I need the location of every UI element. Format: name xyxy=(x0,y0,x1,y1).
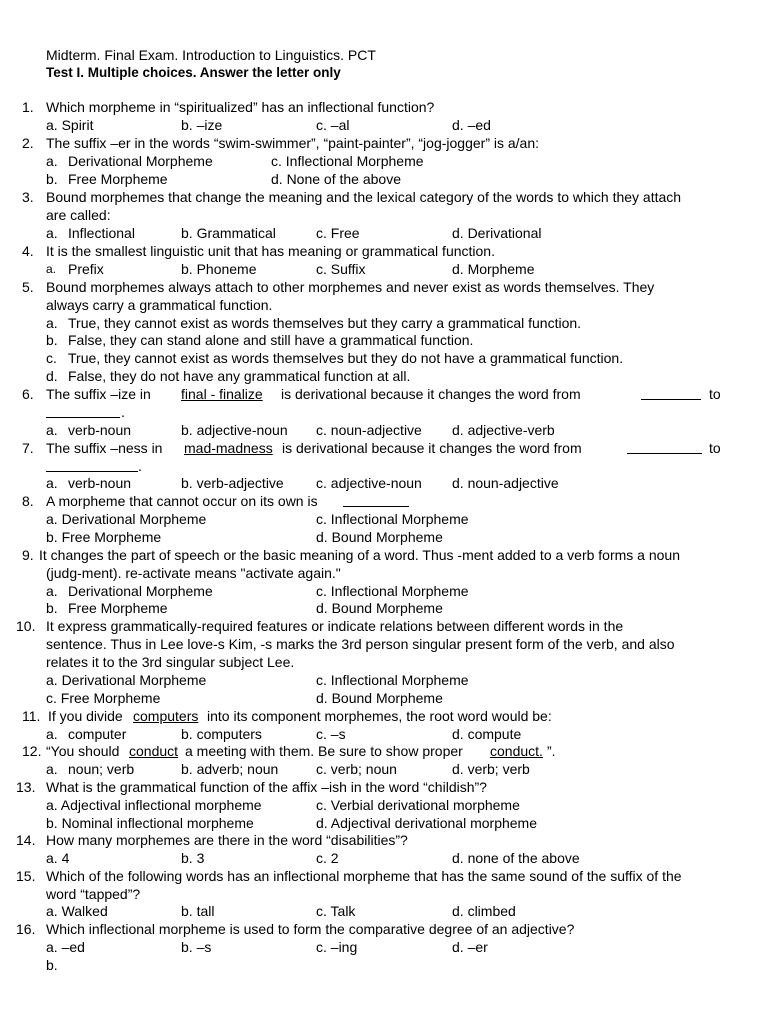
q8-stem: A morpheme that cannot occur on its own is xyxy=(46,493,318,509)
q12-number: 12. xyxy=(22,743,42,759)
q12-option-d: d. verb; verb xyxy=(452,761,530,777)
q8-number: 8. xyxy=(22,493,34,509)
q13-number: 13. xyxy=(16,779,36,795)
q15-option-b: b. tall xyxy=(181,903,215,919)
q15-stem-line2: word “tapped”? xyxy=(46,886,141,902)
exam-title: Midterm. Final Exam. Introduction to Linguistics. PCT xyxy=(46,47,376,63)
q9-stem-line1: It changes the part of speech or the basic meaning of a word. Thus -ment added to a verb forms a noun xyxy=(39,547,681,563)
q5-option-d-letter: d. xyxy=(46,368,58,384)
q6-stem-end: . xyxy=(121,404,125,420)
q15-number: 15. xyxy=(16,868,36,884)
q12-option-a: noun; verb xyxy=(68,761,135,777)
q11-stem-post: into its component morphemes, the root word would be: xyxy=(207,708,552,724)
q2-number: 2. xyxy=(22,135,34,151)
q15-stem-line1: Which of the following words has an inflectional morpheme that has the same sound of the suffix of the xyxy=(46,868,682,884)
q5-option-b-letter: b. xyxy=(46,332,58,348)
q10-number: 10. xyxy=(16,618,36,634)
q2-option-b-letter: b. xyxy=(46,171,58,187)
q16-option-b: b. –s xyxy=(181,939,212,955)
q7-option-a-letter: a. xyxy=(46,475,58,491)
q4-option-c: c. Suffix xyxy=(316,261,366,277)
q6-option-a-letter: a. xyxy=(46,422,58,438)
q8-option-c: c. Inflectional Morpheme xyxy=(316,511,469,527)
q16-option-a: a. –ed xyxy=(46,939,85,955)
q10-option-d: d. Bound Morpheme xyxy=(316,690,443,706)
q15-option-d: d. climbed xyxy=(452,903,516,919)
q6-stem-pre: The suffix –ize in xyxy=(46,386,151,402)
q12-stem-post: ”. xyxy=(547,743,556,759)
q4-option-b: b. Phoneme xyxy=(181,261,257,277)
q15-option-c: c. Talk xyxy=(316,903,356,919)
q3-option-c: c. Free xyxy=(316,225,360,241)
q6-stem-underlined: final - finalize xyxy=(181,386,263,402)
q11-number: 11. xyxy=(22,708,41,724)
q2-option-a-letter: a. xyxy=(46,153,58,169)
q4-option-a: Prefix xyxy=(68,261,104,277)
q15-option-a: a. Walked xyxy=(46,903,108,919)
q8-option-b: b. Free Morpheme xyxy=(46,529,162,545)
q16-option-c: c. –ing xyxy=(316,939,358,955)
q12-option-b: b. adverb; noun xyxy=(181,761,279,777)
q14-option-b: b. 3 xyxy=(181,850,205,866)
q12-option-c: c. verb; noun xyxy=(316,761,397,777)
q9-stem-line2: (judg-ment). re-activate means "activate again." xyxy=(46,565,341,581)
q1-number: 1. xyxy=(22,99,34,115)
q7-blank-2 xyxy=(46,458,138,475)
q14-option-c: c. 2 xyxy=(316,850,339,866)
q2-option-d: d. None of the above xyxy=(271,171,401,187)
q14-stem: How many morphemes are there in the word “disabilities”? xyxy=(46,832,408,848)
q10-option-b: c. Free Morpheme xyxy=(46,690,161,706)
q11-stem-pre: If you divide xyxy=(48,708,123,724)
q7-stem-to: to xyxy=(709,440,721,456)
q5-option-b: False, they can stand alone and still have a grammatical function. xyxy=(68,332,474,348)
q11-option-a: computer xyxy=(68,726,127,742)
q7-blank-1 xyxy=(627,440,702,457)
q5-option-d: False, they do not have any grammatical function at all. xyxy=(68,368,411,384)
q16-number: 16. xyxy=(16,921,36,937)
q3-option-a-letter: a. xyxy=(46,225,58,241)
q8-option-a: a. Derivational Morpheme xyxy=(46,511,207,527)
q4-option-d: d. Morpheme xyxy=(452,261,535,277)
q5-option-a: True, they cannot exist as words themselves but they carry a grammatical function. xyxy=(68,315,582,331)
q12-stem-pre: “You should xyxy=(46,743,120,759)
q1-option-d: d. –ed xyxy=(452,117,491,133)
q11-option-a-letter: a. xyxy=(46,726,58,742)
q16-extra-option: b. xyxy=(46,957,58,973)
q12-stem-mid: a meeting with them. Be sure to show proper xyxy=(185,743,463,759)
q3-number: 3. xyxy=(22,189,34,205)
q7-number: 7. xyxy=(22,440,34,456)
q4-option-a-letter: a. xyxy=(46,262,57,276)
q2-stem: The suffix –er in the words “swim-swimmer”, “paint-painter”, “jog-jogger” is a/an: xyxy=(46,135,540,151)
q10-stem-line3: relates it to the 3rd singular subject Lee. xyxy=(46,654,295,670)
q9-option-c: c. Inflectional Morpheme xyxy=(316,583,469,599)
q6-blank-1 xyxy=(641,386,701,403)
q6-blank-2 xyxy=(46,404,120,421)
q7-option-d: d. noun-adjective xyxy=(452,475,559,491)
q9-option-a: Derivational Morpheme xyxy=(68,583,213,599)
q11-option-c: c. –s xyxy=(316,726,346,742)
q3-option-b: b. Grammatical xyxy=(181,225,276,241)
q1-option-a: a. Spirit xyxy=(46,117,94,133)
q6-option-c: c. noun-adjective xyxy=(316,422,422,438)
q10-stem-line1: It express grammatically-required features or indicate relations between different words in the xyxy=(46,618,624,634)
q1-stem: Which morpheme in “spiritualized” has an inflectional function? xyxy=(46,99,435,115)
q11-stem-underlined: computers xyxy=(133,708,199,724)
q7-stem-underlined: mad-madness xyxy=(184,440,273,456)
q14-option-d: d. none of the above xyxy=(452,850,580,866)
q9-option-b: Free Morpheme xyxy=(68,600,168,616)
q5-stem-line2: always carry a grammatical function. xyxy=(46,297,273,313)
q2-option-a: Derivational Morpheme xyxy=(68,153,213,169)
q12-stem-underlined-1: conduct xyxy=(129,743,179,759)
q9-option-d: d. Bound Morpheme xyxy=(316,600,443,616)
q4-number: 4. xyxy=(22,243,34,259)
q1-option-c: c. –al xyxy=(316,117,350,133)
q6-option-a: verb-noun xyxy=(68,422,132,438)
q7-option-c: c. adjective-noun xyxy=(316,475,422,491)
q10-option-c: c. Inflectional Morpheme xyxy=(316,672,469,688)
q6-stem-post: is derivational because it changes the word from xyxy=(281,386,581,402)
q14-number: 14. xyxy=(16,832,36,848)
q6-stem-to: to xyxy=(709,386,721,402)
q5-stem-line1: Bound morphemes always attach to other morphemes and never exist as words themselves. They xyxy=(46,279,655,295)
q7-stem-end: . xyxy=(138,458,142,474)
q13-option-d: d. Adjectival derivational morpheme xyxy=(316,815,538,831)
q11-option-d: d. compute xyxy=(452,726,522,742)
q7-stem-pre: The suffix –ness in xyxy=(46,440,163,456)
q13-option-a: a. Adjectival inflectional morpheme xyxy=(46,797,262,813)
q3-option-a: Inflectional xyxy=(68,225,135,241)
q10-option-a: a. Derivational Morpheme xyxy=(46,672,207,688)
q5-option-c-letter: c. xyxy=(46,350,57,366)
q12-stem-underlined-2: conduct. xyxy=(490,743,543,759)
q16-stem: Which inflectional morpheme is used to form the comparative degree of an adjective? xyxy=(46,921,575,937)
q10-stem-line2: sentence. Thus in Lee love-s Kim, -s marks the 3rd person singular present form of the verb, and also xyxy=(46,636,675,652)
q5-option-c: True, they cannot exist as words themselves but they do not have a grammatical function. xyxy=(68,350,624,366)
q8-option-d: d. Bound Morpheme xyxy=(316,529,443,545)
q9-number: 9. xyxy=(22,547,34,563)
q11-option-b: b. computers xyxy=(181,726,262,742)
q3-stem-line1: Bound morphemes that change the meaning and the lexical category of the words to which they attach xyxy=(46,189,682,205)
q6-number: 6. xyxy=(22,386,34,402)
q6-option-b: b. adjective-noun xyxy=(181,422,288,438)
q9-option-b-letter: b. xyxy=(46,600,58,616)
q12-option-a-letter: a. xyxy=(46,761,58,777)
q16-option-d: d. –er xyxy=(452,939,488,955)
q3-stem-line2: are called: xyxy=(46,207,111,223)
q7-option-b: b. verb-adjective xyxy=(181,475,284,491)
q14-option-a: a. 4 xyxy=(46,850,70,866)
q2-option-c: c. Inflectional Morpheme xyxy=(271,153,424,169)
exam-instruction: Test I. Multiple choices. Answer the letter only xyxy=(46,65,341,80)
q9-option-a-letter: a. xyxy=(46,583,58,599)
q13-option-b: b. Nominal inflectional morpheme xyxy=(46,815,254,831)
q13-stem: What is the grammatical function of the affix –ish in the word “childish”? xyxy=(46,779,487,795)
q7-stem-post: is derivational because it changes the word from xyxy=(282,440,582,456)
q5-number: 5. xyxy=(22,279,34,295)
q6-option-d: d. adjective-verb xyxy=(452,422,555,438)
q13-option-c: c. Verbial derivational morpheme xyxy=(316,797,520,813)
q4-stem: It is the smallest linguistic unit that has meaning or grammatical function. xyxy=(46,243,495,259)
q8-blank xyxy=(343,493,409,510)
q1-option-b: b. –ize xyxy=(181,117,223,133)
q7-option-a: verb-noun xyxy=(68,475,132,491)
q2-option-b: Free Morpheme xyxy=(68,171,168,187)
q5-option-a-letter: a. xyxy=(46,315,58,331)
q3-option-d: d. Derivational xyxy=(452,225,542,241)
